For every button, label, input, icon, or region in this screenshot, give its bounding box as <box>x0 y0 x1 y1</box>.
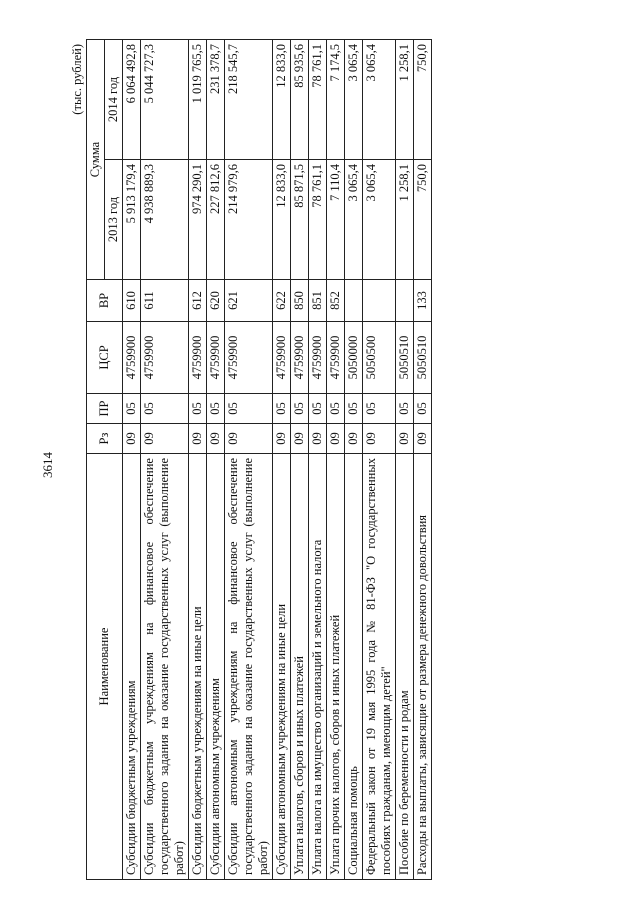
row-name: Субсидии бюджетным учреждениям на иные цели <box>189 454 207 880</box>
row-value-2013: 3 065,4 <box>345 160 363 280</box>
table-row <box>273 40 291 880</box>
row-value-2014: 231 378,7 <box>207 40 225 160</box>
table-row <box>189 40 207 880</box>
row-csr: 4759900 <box>327 322 345 394</box>
row-vr <box>363 280 396 322</box>
row-rz: 09 <box>291 424 309 454</box>
row-csr: 5050500 <box>363 322 396 394</box>
row-rz: 09 <box>123 424 141 454</box>
row-name: Субсидии бюджетным учреждениям <box>123 454 141 880</box>
row-vr: 620 <box>207 280 225 322</box>
row-csr: 4759900 <box>291 322 309 394</box>
header-year-2014: 2014 год <box>105 40 123 160</box>
row-value-2014: 6 064 492,8 <box>123 40 141 160</box>
row-rz: 09 <box>309 424 327 454</box>
header-vr: ВР <box>87 280 123 322</box>
header-rz: Рз <box>87 424 123 454</box>
row-value-2013: 214 979,6 <box>225 160 273 280</box>
row-pr: 05 <box>345 394 363 424</box>
row-rz: 09 <box>225 424 273 454</box>
row-csr: 5050000 <box>345 322 363 394</box>
row-value-2013: 12 833,0 <box>273 160 291 280</box>
row-rz: 09 <box>327 424 345 454</box>
row-value-2013: 1 258,1 <box>396 160 414 280</box>
row-value-2014: 7 174,5 <box>327 40 345 160</box>
row-vr: 621 <box>225 280 273 322</box>
row-value-2014: 3 065,4 <box>363 40 396 160</box>
row-name: Расходы на выплаты, зависящие от размера денежного довольствия <box>414 454 432 880</box>
row-rz: 09 <box>207 424 225 454</box>
row-value-2013: 3 065,4 <box>363 160 396 280</box>
row-vr: 851 <box>309 280 327 322</box>
header-year-2013: 2013 год <box>105 160 123 280</box>
row-pr: 05 <box>123 394 141 424</box>
row-csr: 4759900 <box>207 322 225 394</box>
row-csr: 4759900 <box>273 322 291 394</box>
row-vr: 622 <box>273 280 291 322</box>
table-row <box>363 40 396 880</box>
table-row <box>123 40 141 880</box>
row-rz: 09 <box>363 424 396 454</box>
row-name: Социальная помощь <box>345 454 363 880</box>
units-label: (тыс. рублей) <box>70 44 84 115</box>
row-rz: 09 <box>273 424 291 454</box>
row-vr: 612 <box>189 280 207 322</box>
page-number: 3614 <box>40 452 55 478</box>
row-vr: 850 <box>291 280 309 322</box>
table-row <box>327 40 345 880</box>
rotated-page <box>70 40 610 880</box>
row-vr: 133 <box>414 280 432 322</box>
row-csr: 4759900 <box>189 322 207 394</box>
row-name: Уплата налога на имущество организаций и земельного налога <box>309 454 327 880</box>
header-sum: Сумма <box>87 40 105 280</box>
header-name: Наименование <box>87 454 123 880</box>
row-rz: 09 <box>141 424 189 454</box>
row-pr: 05 <box>414 394 432 424</box>
row-csr: 5050510 <box>414 322 432 394</box>
row-name: Уплата налогов, сборов и иных платежей <box>291 454 309 880</box>
table-body <box>123 40 432 880</box>
row-csr: 4759900 <box>123 322 141 394</box>
table-row <box>207 40 225 880</box>
row-pr: 05 <box>327 394 345 424</box>
row-value-2013: 5 913 179,4 <box>123 160 141 280</box>
row-csr: 5050510 <box>396 322 414 394</box>
row-value-2013: 750,0 <box>414 160 432 280</box>
row-value-2013: 85 871,5 <box>291 160 309 280</box>
row-name: Уплата прочих налогов, сборов и иных платежей <box>327 454 345 880</box>
row-value-2014: 12 833,0 <box>273 40 291 160</box>
row-value-2014: 5 044 727,3 <box>141 40 189 160</box>
row-pr: 05 <box>396 394 414 424</box>
row-pr: 05 <box>363 394 396 424</box>
row-name: Пособие по беременности и родам <box>396 454 414 880</box>
table-row <box>396 40 414 880</box>
header-pr: ПР <box>87 394 123 424</box>
table-row <box>141 40 189 880</box>
row-vr <box>396 280 414 322</box>
row-value-2014: 1 019 765,5 <box>189 40 207 160</box>
row-csr: 4759900 <box>141 322 189 394</box>
row-pr: 05 <box>141 394 189 424</box>
row-value-2014: 750,0 <box>414 40 432 160</box>
row-vr <box>345 280 363 322</box>
row-rz: 09 <box>189 424 207 454</box>
row-pr: 05 <box>189 394 207 424</box>
row-csr: 4759900 <box>225 322 273 394</box>
table-row <box>225 40 273 880</box>
row-name: Субсидии автономным учреждениям <box>207 454 225 880</box>
row-pr: 05 <box>207 394 225 424</box>
row-value-2013: 78 761,1 <box>309 160 327 280</box>
row-pr: 05 <box>225 394 273 424</box>
row-value-2013: 974 290,1 <box>189 160 207 280</box>
row-value-2013: 4 938 889,3 <box>141 160 189 280</box>
row-name: Субсидии автономным учреждениям на финансовое обеспечение государственного задания на оказание государственных услуг (выполнение работ) <box>225 454 273 880</box>
row-vr: 852 <box>327 280 345 322</box>
row-value-2014: 3 065,4 <box>345 40 363 160</box>
row-pr: 05 <box>309 394 327 424</box>
table-row <box>309 40 327 880</box>
row-value-2014: 218 545,7 <box>225 40 273 160</box>
row-name: Субсидии автономным учреждениям на иные цели <box>273 454 291 880</box>
row-value-2014: 1 258,1 <box>396 40 414 160</box>
row-pr: 05 <box>291 394 309 424</box>
row-value-2013: 227 812,6 <box>207 160 225 280</box>
budget-table <box>86 39 432 880</box>
row-value-2013: 7 110,4 <box>327 160 345 280</box>
row-rz: 09 <box>345 424 363 454</box>
row-name: Субсидии бюджетным учреждениям на финансовое обеспечение государственного задания на оказание государственных услуг (выполнение работ) <box>141 454 189 880</box>
row-pr: 05 <box>273 394 291 424</box>
row-value-2014: 78 761,1 <box>309 40 327 160</box>
table-row <box>345 40 363 880</box>
row-vr: 611 <box>141 280 189 322</box>
row-name: Федеральный закон от 19 мая 1995 года № 81-ФЗ "О государственных пособиях гражданам, имеющим детей" <box>363 454 396 880</box>
row-vr: 610 <box>123 280 141 322</box>
header-csr: ЦСР <box>87 322 123 394</box>
row-value-2014: 85 935,6 <box>291 40 309 160</box>
row-csr: 4759900 <box>309 322 327 394</box>
row-rz: 09 <box>396 424 414 454</box>
row-rz: 09 <box>414 424 432 454</box>
table-row <box>414 40 432 880</box>
table-row <box>291 40 309 880</box>
